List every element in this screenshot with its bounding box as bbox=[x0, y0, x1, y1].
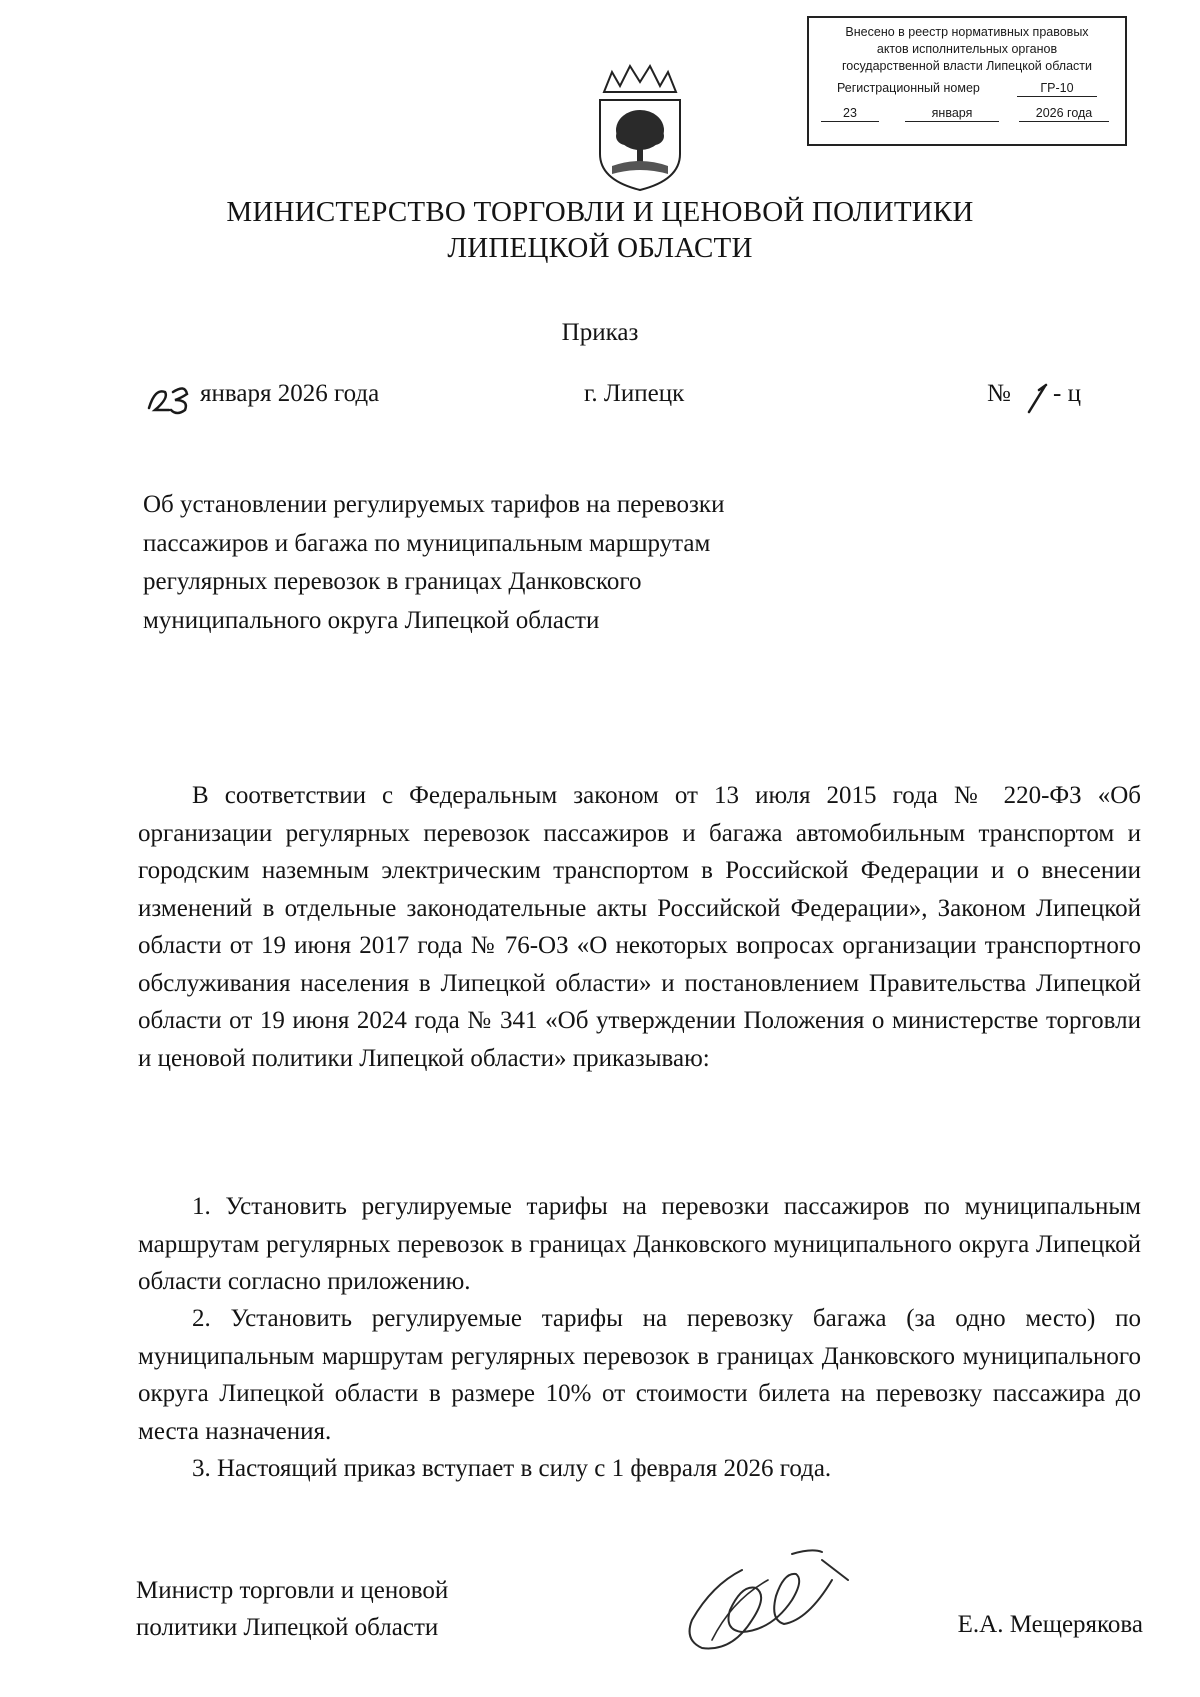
registry-stamp-month: января bbox=[905, 105, 999, 122]
order-number-prefix: № bbox=[987, 380, 1011, 407]
signer-position-line1: Министр торговли и ценовой bbox=[136, 1577, 449, 1604]
registry-stamp-line3: государственной власти Липецкой области bbox=[841, 59, 1093, 73]
order-date: января 2026 года bbox=[200, 380, 380, 407]
order-item-3: 3. Настоящий приказ вступает в силу с 1 февраля 2026 года. bbox=[192, 1455, 832, 1482]
handwritten-signature bbox=[672, 1540, 872, 1660]
signer-name: Е.А. Мещерякова bbox=[957, 1611, 1143, 1638]
registry-stamp-line2: актов исполнительных органов bbox=[876, 42, 1058, 56]
order-city: г. Липецк bbox=[584, 380, 685, 407]
registry-stamp-reg-label: Регистрационный номер bbox=[837, 81, 980, 95]
registry-stamp bbox=[807, 16, 1127, 146]
handwritten-day-mark bbox=[145, 380, 201, 416]
order-item-1: 1. Установить регулируемые тарифы на перевозки пассажиров по муниципальным маршрутам регулярных перевозок в границах Данковского муниципального округа Липецкой области согласно приложению. bbox=[138, 1193, 1141, 1295]
ministry-title-line1: МИНИСТЕРСТВО ТОРГОВЛИ И ЦЕНОВОЙ ПОЛИТИКИ bbox=[226, 196, 974, 228]
signer-position bbox=[136, 1572, 556, 1646]
signer-position-line2: политики Липецкой области bbox=[136, 1614, 439, 1641]
order-number-suffix: - ц bbox=[1053, 380, 1081, 407]
ministry-title-line2: ЛИПЕЦКОЙ ОБЛАСТИ bbox=[447, 232, 753, 264]
coat-of-arms-emblem bbox=[590, 62, 690, 192]
document-type: Приказ bbox=[561, 319, 639, 346]
registry-stamp-day: 23 bbox=[821, 105, 879, 122]
order-title: Об установлении регулируемых тарифов на перевозки пассажиров и багажа по муниципальным маршрутам регулярных перевозок в границах Данковского муниципального округа Липецкой области bbox=[143, 491, 725, 634]
registry-stamp-reg-number: ГР-10 bbox=[1017, 80, 1097, 97]
registry-stamp-year: 2026 года bbox=[1019, 105, 1109, 122]
preamble-paragraph: В соответствии с Федеральным законом от 13 июля 2015 года № 220-ФЗ «Об организации регулярных перевозок пассажиров и багажа автомобильным транспортом и городским наземным электрическим транспортом в Российской Федерации и о внесении изменений в отдельные законодательные акты Российской Федерации», Законом Липецкой области от 19 июня 2017 года № 76-ОЗ «О некоторых вопросах организации транспортного обслуживания населения в Липецкой области» и постановлением Правительства Липецкой области от 19 июня 2024 года № 341 «Об утверждении Положения о министерстве торговли и ценовой политики Липецкой области» приказываю: bbox=[138, 782, 1141, 1072]
handwritten-number-mark bbox=[1023, 380, 1053, 416]
order-item-2: 2. Установить регулируемые тарифы на перевозку багажа (за одно место) по муниципальным маршрутам регулярных перевозок в границах Данковского муниципального округа Липецкой области в размере 10% от стоимости билета на перевозку пассажира до места назначения. bbox=[138, 1305, 1141, 1445]
registry-stamp-line1: Внесено в реестр нормативных правовых bbox=[845, 25, 1089, 39]
